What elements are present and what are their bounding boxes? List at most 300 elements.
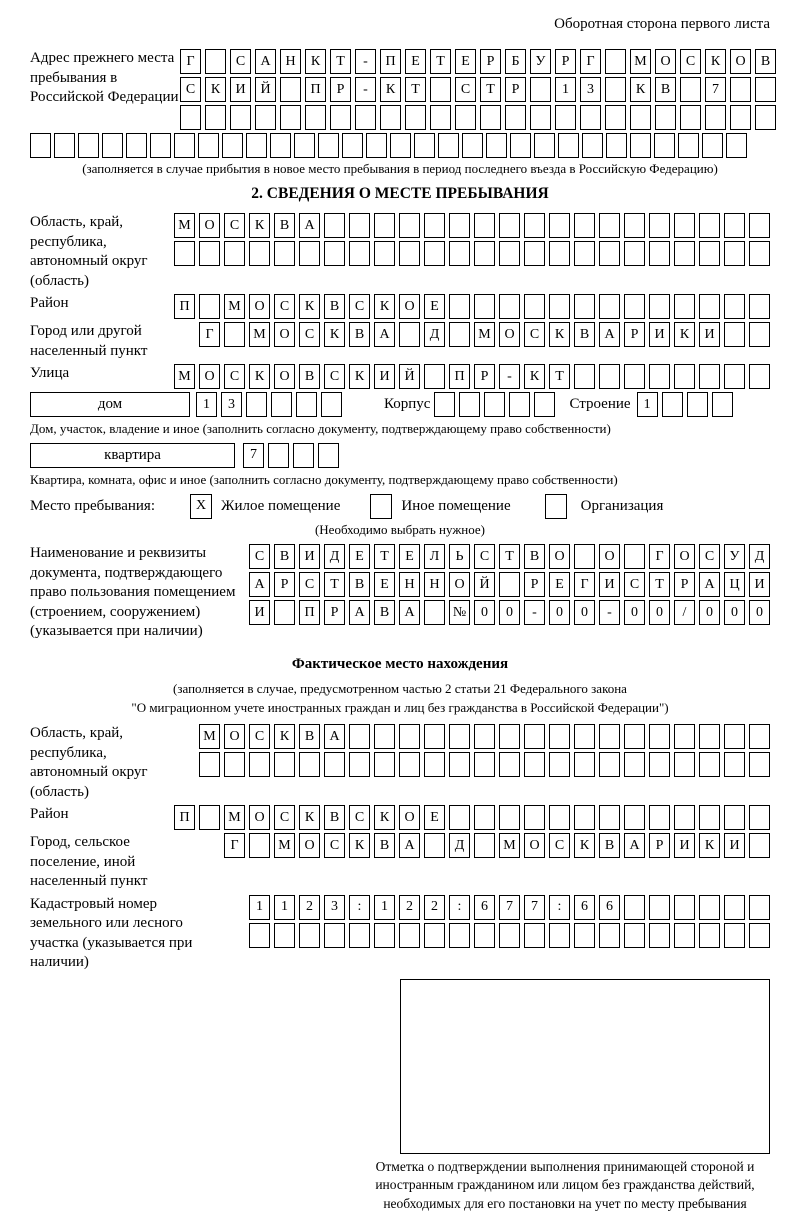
char-cell[interactable] [305,105,326,130]
char-cell[interactable]: П [174,805,195,830]
char-cell[interactable] [414,133,435,158]
char-cell[interactable]: А [699,572,720,597]
char-cell[interactable]: С [224,213,245,238]
char-cell[interactable]: В [755,49,776,74]
char-cell[interactable] [268,443,289,468]
house-box[interactable]: дом [30,392,190,417]
char-cell[interactable] [321,392,342,417]
char-cell[interactable] [724,724,745,749]
char-cell[interactable]: А [599,322,620,347]
char-cell[interactable] [499,294,520,319]
char-cell[interactable] [678,133,699,158]
char-cell[interactable]: К [249,364,270,389]
char-cell[interactable] [649,805,670,830]
char-cell[interactable]: Т [324,572,345,597]
char-cell[interactable] [424,724,445,749]
char-cell[interactable]: С [349,294,370,319]
residential-checkbox[interactable]: X [190,494,212,519]
char-cell[interactable] [102,133,123,158]
char-cell[interactable] [299,241,320,266]
char-cell[interactable]: 0 [724,600,745,625]
char-cell[interactable] [624,923,645,948]
char-cell[interactable]: А [624,833,645,858]
char-cell[interactable]: 6 [574,895,595,920]
char-cell[interactable]: Е [455,49,476,74]
char-cell[interactable] [630,105,651,130]
char-cell[interactable] [280,77,301,102]
char-cell[interactable] [724,213,745,238]
char-cell[interactable] [599,805,620,830]
char-cell[interactable] [270,133,291,158]
char-cell[interactable]: О [655,49,676,74]
char-cell[interactable]: М [174,364,195,389]
char-cell[interactable]: О [199,213,220,238]
char-cell[interactable] [749,724,770,749]
char-cell[interactable] [449,805,470,830]
char-cell[interactable] [324,241,345,266]
char-cell[interactable]: С [299,572,320,597]
char-cell[interactable] [318,443,339,468]
char-cell[interactable] [205,105,226,130]
char-cell[interactable]: К [299,805,320,830]
char-cell[interactable]: Й [399,364,420,389]
char-cell[interactable]: О [249,294,270,319]
char-cell[interactable] [699,213,720,238]
char-cell[interactable]: С [180,77,201,102]
char-cell[interactable] [749,923,770,948]
char-cell[interactable] [574,241,595,266]
char-cell[interactable] [749,805,770,830]
char-cell[interactable]: К [349,833,370,858]
char-cell[interactable] [624,895,645,920]
char-cell[interactable]: В [349,572,370,597]
char-cell[interactable] [524,241,545,266]
char-cell[interactable] [366,133,387,158]
char-cell[interactable] [599,241,620,266]
char-cell[interactable]: Г [224,833,245,858]
char-cell[interactable]: О [299,833,320,858]
char-cell[interactable]: Т [649,572,670,597]
char-cell[interactable] [274,600,295,625]
char-cell[interactable] [599,213,620,238]
char-cell[interactable]: 0 [649,600,670,625]
char-cell[interactable]: Р [555,49,576,74]
char-cell[interactable] [699,294,720,319]
char-cell[interactable]: Г [180,49,201,74]
char-cell[interactable] [749,752,770,777]
char-cell[interactable]: 1 [274,895,295,920]
char-cell[interactable] [510,133,531,158]
char-cell[interactable]: О [499,322,520,347]
char-cell[interactable]: И [749,572,770,597]
char-cell[interactable]: Т [480,77,501,102]
char-cell[interactable] [674,294,695,319]
char-cell[interactable]: П [299,600,320,625]
char-cell[interactable] [274,923,295,948]
char-cell[interactable] [624,724,645,749]
char-cell[interactable] [174,133,195,158]
char-cell[interactable]: О [449,572,470,597]
char-cell[interactable] [224,241,245,266]
char-cell[interactable] [580,105,601,130]
char-cell[interactable] [249,241,270,266]
char-cell[interactable] [424,241,445,266]
char-cell[interactable]: С [324,364,345,389]
char-cell[interactable]: Г [580,49,601,74]
char-cell[interactable] [599,364,620,389]
char-cell[interactable] [606,133,627,158]
char-cell[interactable] [649,213,670,238]
char-cell[interactable]: С [699,544,720,569]
char-cell[interactable] [430,77,451,102]
char-cell[interactable]: Б [505,49,526,74]
char-cell[interactable]: Г [649,544,670,569]
char-cell[interactable] [755,77,776,102]
char-cell[interactable]: В [299,364,320,389]
char-cell[interactable] [249,923,270,948]
char-cell[interactable]: 3 [324,895,345,920]
char-cell[interactable] [674,213,695,238]
char-cell[interactable] [749,364,770,389]
char-cell[interactable]: - [499,364,520,389]
char-cell[interactable] [499,923,520,948]
char-cell[interactable] [499,213,520,238]
char-cell[interactable] [574,294,595,319]
char-cell[interactable] [318,133,339,158]
char-cell[interactable] [330,105,351,130]
char-cell[interactable]: Ц [724,572,745,597]
char-cell[interactable]: О [224,724,245,749]
char-cell[interactable]: К [249,213,270,238]
char-cell[interactable]: Р [624,322,645,347]
char-cell[interactable]: П [305,77,326,102]
char-cell[interactable]: В [324,805,345,830]
char-cell[interactable]: К [674,322,695,347]
char-cell[interactable]: А [399,833,420,858]
char-cell[interactable]: 2 [299,895,320,920]
char-cell[interactable] [222,133,243,158]
char-cell[interactable]: 7 [499,895,520,920]
char-cell[interactable]: 7 [524,895,545,920]
char-cell[interactable]: Р [274,572,295,597]
char-cell[interactable]: Т [330,49,351,74]
char-cell[interactable] [749,241,770,266]
char-cell[interactable]: Д [324,544,345,569]
char-cell[interactable] [574,213,595,238]
char-cell[interactable]: О [674,544,695,569]
char-cell[interactable]: М [274,833,295,858]
char-cell[interactable]: : [349,895,370,920]
char-cell[interactable]: М [224,294,245,319]
char-cell[interactable]: Й [255,77,276,102]
char-cell[interactable] [199,752,220,777]
char-cell[interactable] [474,294,495,319]
char-cell[interactable] [474,752,495,777]
char-cell[interactable] [654,133,675,158]
char-cell[interactable] [374,241,395,266]
char-cell[interactable] [674,895,695,920]
char-cell[interactable]: 0 [574,600,595,625]
char-cell[interactable] [374,724,395,749]
char-cell[interactable] [474,923,495,948]
char-cell[interactable]: М [499,833,520,858]
char-cell[interactable] [630,133,651,158]
char-cell[interactable] [78,133,99,158]
char-cell[interactable] [349,213,370,238]
char-cell[interactable] [474,213,495,238]
char-cell[interactable] [424,833,445,858]
char-cell[interactable] [712,392,733,417]
char-cell[interactable]: 2 [399,895,420,920]
char-cell[interactable] [474,241,495,266]
char-cell[interactable]: А [349,600,370,625]
char-cell[interactable]: Г [574,572,595,597]
char-cell[interactable] [574,364,595,389]
char-cell[interactable]: С [680,49,701,74]
char-cell[interactable] [749,294,770,319]
char-cell[interactable] [599,923,620,948]
char-cell[interactable]: Т [549,364,570,389]
char-cell[interactable]: 7 [243,443,264,468]
char-cell[interactable]: Е [399,544,420,569]
char-cell[interactable]: О [524,833,545,858]
char-cell[interactable] [724,805,745,830]
char-cell[interactable]: О [249,805,270,830]
char-cell[interactable] [524,923,545,948]
char-cell[interactable]: С [549,833,570,858]
char-cell[interactable] [255,105,276,130]
char-cell[interactable] [299,752,320,777]
char-cell[interactable] [624,752,645,777]
char-cell[interactable] [324,752,345,777]
char-cell[interactable]: И [230,77,251,102]
char-cell[interactable] [749,833,770,858]
char-cell[interactable] [624,294,645,319]
char-cell[interactable] [499,572,520,597]
char-cell[interactable]: С [455,77,476,102]
char-cell[interactable] [724,241,745,266]
char-cell[interactable]: К [699,833,720,858]
char-cell[interactable]: С [624,572,645,597]
char-cell[interactable]: Г [199,322,220,347]
char-cell[interactable] [30,133,51,158]
char-cell[interactable] [355,105,376,130]
char-cell[interactable] [524,805,545,830]
char-cell[interactable]: С [299,322,320,347]
char-cell[interactable]: Р [474,364,495,389]
char-cell[interactable]: В [374,833,395,858]
char-cell[interactable] [680,77,701,102]
char-cell[interactable] [449,294,470,319]
char-cell[interactable] [430,105,451,130]
char-cell[interactable] [674,752,695,777]
char-cell[interactable] [462,133,483,158]
char-cell[interactable] [649,364,670,389]
char-cell[interactable] [524,213,545,238]
char-cell[interactable]: 7 [705,77,726,102]
char-cell[interactable] [296,392,317,417]
char-cell[interactable] [699,752,720,777]
char-cell[interactable]: 0 [474,600,495,625]
char-cell[interactable]: - [355,77,376,102]
char-cell[interactable]: 2 [424,895,445,920]
char-cell[interactable] [390,133,411,158]
char-cell[interactable]: 1 [249,895,270,920]
char-cell[interactable] [599,294,620,319]
char-cell[interactable]: Ь [449,544,470,569]
char-cell[interactable]: П [174,294,195,319]
char-cell[interactable] [246,392,267,417]
char-cell[interactable]: А [299,213,320,238]
char-cell[interactable]: О [274,364,295,389]
char-cell[interactable] [399,241,420,266]
char-cell[interactable] [724,322,745,347]
char-cell[interactable]: В [374,600,395,625]
char-cell[interactable]: О [730,49,751,74]
char-cell[interactable] [680,105,701,130]
char-cell[interactable]: 3 [580,77,601,102]
char-cell[interactable]: А [399,600,420,625]
char-cell[interactable] [549,241,570,266]
char-cell[interactable]: М [630,49,651,74]
organization-checkbox[interactable] [545,494,567,519]
char-cell[interactable]: Е [549,572,570,597]
char-cell[interactable]: Т [430,49,451,74]
char-cell[interactable] [486,133,507,158]
char-cell[interactable]: 1 [555,77,576,102]
char-cell[interactable]: М [199,724,220,749]
char-cell[interactable]: А [374,322,395,347]
char-cell[interactable]: - [524,600,545,625]
char-cell[interactable]: М [224,805,245,830]
char-cell[interactable] [499,724,520,749]
char-cell[interactable] [749,213,770,238]
char-cell[interactable] [524,752,545,777]
char-cell[interactable] [455,105,476,130]
char-cell[interactable] [534,392,555,417]
char-cell[interactable] [484,392,505,417]
char-cell[interactable] [224,752,245,777]
char-cell[interactable] [702,133,723,158]
char-cell[interactable]: С [349,805,370,830]
char-cell[interactable] [449,923,470,948]
char-cell[interactable] [649,294,670,319]
char-cell[interactable] [555,105,576,130]
char-cell[interactable] [199,241,220,266]
char-cell[interactable]: К [705,49,726,74]
char-cell[interactable] [649,895,670,920]
char-cell[interactable] [524,294,545,319]
char-cell[interactable] [624,213,645,238]
char-cell[interactable]: А [255,49,276,74]
char-cell[interactable]: Д [449,833,470,858]
char-cell[interactable] [699,923,720,948]
char-cell[interactable] [424,213,445,238]
char-cell[interactable]: С [524,322,545,347]
char-cell[interactable]: О [274,322,295,347]
char-cell[interactable] [424,364,445,389]
char-cell[interactable]: К [630,77,651,102]
char-cell[interactable]: / [674,600,695,625]
char-cell[interactable] [405,105,426,130]
char-cell[interactable] [624,241,645,266]
char-cell[interactable] [399,724,420,749]
char-cell[interactable]: И [724,833,745,858]
other-premises-checkbox[interactable] [370,494,392,519]
char-cell[interactable] [724,895,745,920]
char-cell[interactable]: 6 [474,895,495,920]
char-cell[interactable]: В [274,213,295,238]
char-cell[interactable]: И [249,600,270,625]
char-cell[interactable]: В [655,77,676,102]
char-cell[interactable]: Л [424,544,445,569]
char-cell[interactable]: № [449,600,470,625]
char-cell[interactable] [505,105,526,130]
char-cell[interactable] [424,752,445,777]
char-cell[interactable]: С [324,833,345,858]
char-cell[interactable] [730,77,751,102]
char-cell[interactable]: 6 [599,895,620,920]
char-cell[interactable] [582,133,603,158]
char-cell[interactable] [199,294,220,319]
char-cell[interactable] [624,364,645,389]
char-cell[interactable]: М [474,322,495,347]
char-cell[interactable] [349,752,370,777]
char-cell[interactable]: Е [424,805,445,830]
char-cell[interactable]: Т [405,77,426,102]
char-cell[interactable] [399,322,420,347]
char-cell[interactable] [699,364,720,389]
char-cell[interactable]: Д [749,544,770,569]
char-cell[interactable]: К [205,77,226,102]
char-cell[interactable]: К [299,294,320,319]
char-cell[interactable] [605,77,626,102]
char-cell[interactable] [499,805,520,830]
char-cell[interactable] [299,923,320,948]
char-cell[interactable]: 0 [549,600,570,625]
char-cell[interactable]: Н [280,49,301,74]
char-cell[interactable]: 0 [749,600,770,625]
char-cell[interactable] [249,833,270,858]
char-cell[interactable]: Р [649,833,670,858]
char-cell[interactable]: Р [324,600,345,625]
char-cell[interactable] [150,133,171,158]
char-cell[interactable] [324,923,345,948]
char-cell[interactable] [294,133,315,158]
char-cell[interactable]: Р [505,77,526,102]
char-cell[interactable]: И [374,364,395,389]
char-cell[interactable] [449,322,470,347]
char-cell[interactable]: К [524,364,545,389]
char-cell[interactable] [399,213,420,238]
char-cell[interactable]: О [199,364,220,389]
char-cell[interactable] [558,133,579,158]
char-cell[interactable] [655,105,676,130]
char-cell[interactable] [699,241,720,266]
char-cell[interactable]: И [599,572,620,597]
char-cell[interactable] [705,105,726,130]
char-cell[interactable] [574,544,595,569]
char-cell[interactable]: В [524,544,545,569]
char-cell[interactable]: С [274,294,295,319]
char-cell[interactable] [380,105,401,130]
char-cell[interactable] [246,133,267,158]
char-cell[interactable] [399,923,420,948]
char-cell[interactable] [649,923,670,948]
char-cell[interactable]: В [299,724,320,749]
char-cell[interactable]: В [574,322,595,347]
char-cell[interactable]: В [274,544,295,569]
